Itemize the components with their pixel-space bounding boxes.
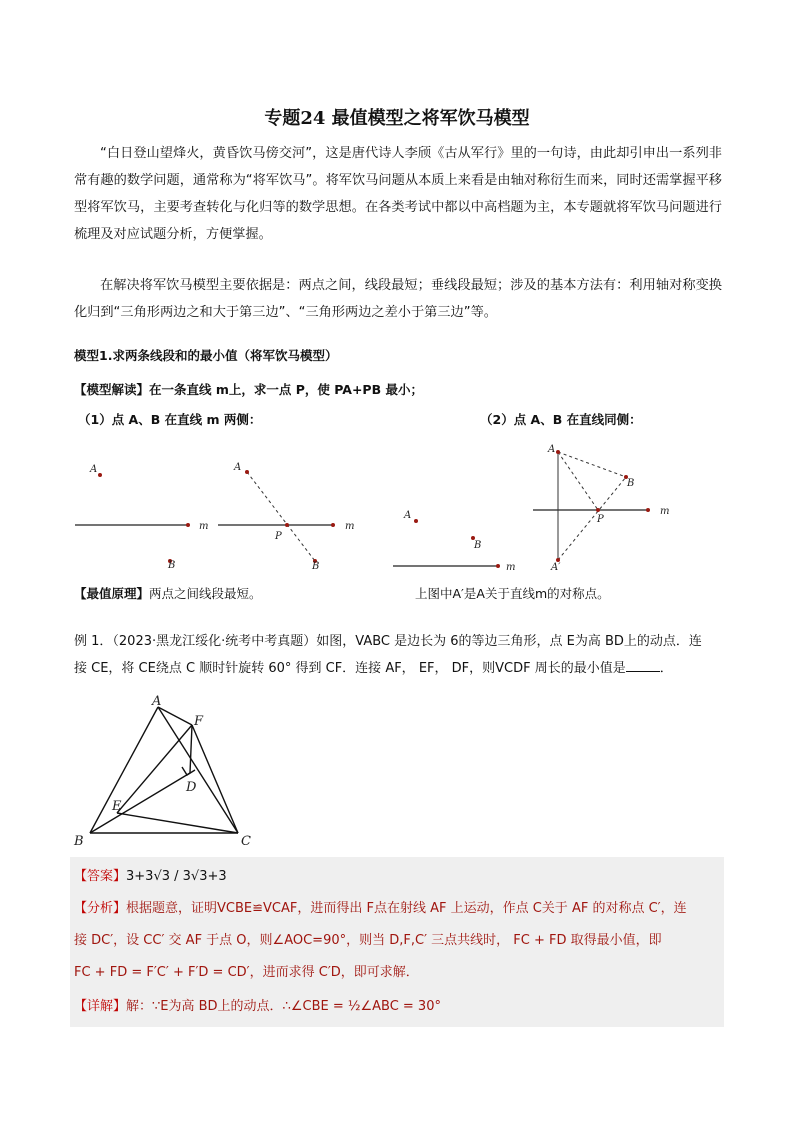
- model-reading-text: 在一条直线 m上，求一点 P，使 PA+PB 最小；: [149, 382, 423, 397]
- point-p: [596, 508, 600, 512]
- model-reading-tag: 【模型解读】: [74, 382, 150, 397]
- label-b: B: [312, 561, 320, 572]
- line-end-dot: [646, 508, 650, 512]
- line-end-dot: [186, 523, 190, 527]
- intro-paragraph-2: 在解决将军饮马模型主要依据是：两点之间，线段最短；垂线段最短；涉及的基本方法有：利用轴对称变换化归到“三角形两边之和大于第三边”、“三角形两边之差小于第三边”等。: [74, 278, 722, 320]
- tri-label-c: C: [241, 834, 251, 849]
- figure-1: [70, 455, 220, 585]
- page-title: 专题24 最值模型之将军饮马模型: [264, 108, 530, 129]
- point-p: [285, 523, 289, 527]
- case2-label: （2）点 A、B 在直线同侧：: [480, 412, 642, 427]
- point-a: [556, 450, 560, 454]
- label-p: P: [597, 514, 604, 525]
- answer-row: [74, 865, 227, 884]
- principle-text: 两点之间线段最短。: [149, 586, 262, 601]
- label-a: A: [548, 444, 556, 455]
- figure-2: [215, 455, 365, 585]
- label-m: m: [506, 562, 516, 573]
- reflection-note: 上图中A′是A关于直线m的对称点。: [415, 586, 610, 601]
- answer-text: 3+3√3 / 3√3+3: [126, 869, 227, 884]
- model-reading: [74, 380, 423, 398]
- answer-blank: [626, 659, 660, 672]
- label-a-prime: A′: [551, 562, 561, 573]
- label-m: m: [345, 521, 355, 532]
- tri-label-e: E: [112, 799, 122, 814]
- label-m: m: [660, 506, 670, 517]
- example-line-2: [74, 655, 724, 682]
- intro-paragraph-1: “白日登山望烽火，黄昏饮马傍交河”，这是唐代诗人李颀《古从军行》里的一句诗，由此却引申出一系列非常有趣的数学问题，通常称为“将军饮马”。将军饮马问题从本质上来看是由轴对称衍生而来，同时还需掌握平移型将军饮马，主要考查转化与化归等的数学思想。在各类考试中都以中高档题为主，本专题就将军饮马问题进行梳理及对应试题分析，方便掌握。: [74, 146, 722, 242]
- detail-row: [74, 995, 441, 1014]
- case1-label: （1）点 A、B 在直线 m 两侧：: [78, 412, 262, 427]
- segment-ef: [117, 725, 192, 813]
- analysis-row-3: FC + FD = F′C′ + F′D = CD′，进而求得 C′D，即可求解．: [74, 965, 419, 980]
- segment-a2b: [558, 477, 626, 560]
- segment-ab: [558, 452, 626, 477]
- segment-ab: [247, 472, 315, 561]
- point-a: [245, 470, 249, 474]
- point-a: [414, 519, 418, 523]
- detail-text: 解：∵E为高 BD上的动点．∴∠CBE = ½∠ABC = 30°: [126, 999, 441, 1014]
- segment-a-p: [558, 452, 598, 510]
- segment-fc: [192, 725, 238, 833]
- label-p: P: [275, 531, 282, 542]
- label-b: B: [168, 560, 176, 571]
- answer-tag: 【答案】: [74, 869, 127, 884]
- principle-tag: 【最值原理】: [74, 586, 150, 601]
- principle-line: [74, 584, 262, 602]
- analysis-row-1: [74, 897, 687, 916]
- label-a: A: [234, 462, 242, 473]
- segment-bd: [90, 773, 190, 833]
- analysis-line-1: 根据题意，证明VCBE≌VCAF，进而得出 F点在射线 AF 上运动，作点 C关于 AF 的对称点 C′，连: [126, 901, 687, 916]
- segment-df: [190, 725, 192, 773]
- right-angle-mark: [182, 767, 195, 775]
- analysis-row-2: 接 DC′，设 CC′ 交 AF 于点 O，则∠AOC=90°，则当 D,F,C′ 三点共线时， FC + FD 取得最小值，即: [74, 933, 662, 948]
- detail-tag: 【详解】: [74, 999, 127, 1014]
- label-b: B: [474, 540, 482, 551]
- figure-3: [390, 500, 520, 580]
- label-m: m: [199, 521, 209, 532]
- example-line-1: 例 1．（2023·黑龙江绥化·统考中考真题）如图，VABC 是边长为 6的等边三角形，点 E为高 BD上的动点．连: [74, 634, 702, 649]
- solution-panel: [70, 857, 724, 1027]
- triangle-figure: [70, 695, 270, 855]
- model1-heading: 模型1.求两条线段和的最小值（将军饮马模型）: [74, 348, 338, 363]
- label-a: A: [404, 510, 412, 521]
- line-end-dot: [331, 523, 335, 527]
- line-end-dot: [496, 564, 500, 568]
- example-text: [74, 628, 724, 682]
- point-a: [98, 473, 102, 477]
- figure-4: [528, 440, 688, 575]
- label-b: B: [627, 478, 635, 489]
- tri-label-d: D: [186, 780, 197, 795]
- example-line-2-text: 接 CE，将 CE绕点 C 顺时针旋转 60° 得到 CF．连接 AF， EF， DF，则VCDF 周长的最小值是: [74, 661, 626, 676]
- tri-label-a: A: [152, 694, 162, 709]
- tri-label-f: F: [194, 714, 204, 729]
- tri-label-b: B: [74, 834, 84, 849]
- segment-ce: [117, 813, 238, 833]
- analysis-tag: 【分析】: [74, 901, 127, 916]
- label-a: A: [90, 464, 98, 475]
- example-line-2-end: ．: [659, 661, 673, 676]
